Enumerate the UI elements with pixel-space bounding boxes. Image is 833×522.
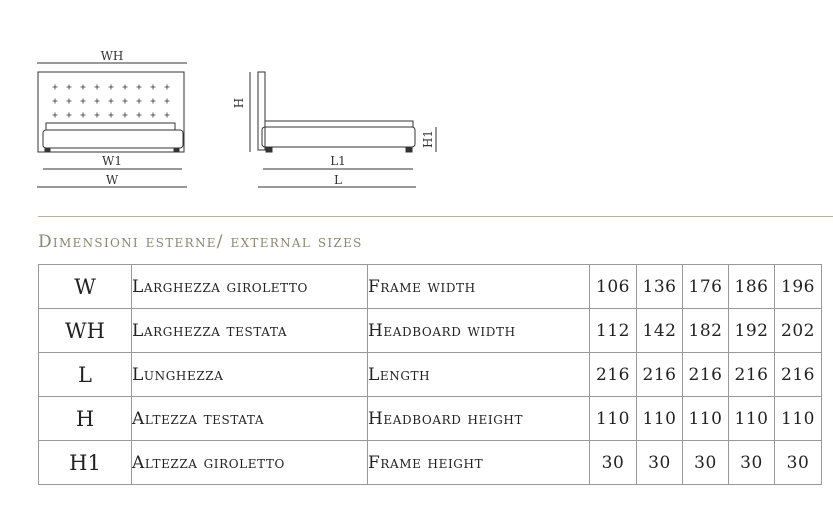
italian-label: Larghezza giroletto xyxy=(132,265,368,309)
tuft-cross-icon xyxy=(137,99,142,104)
wh-label: WH xyxy=(100,49,124,63)
table-row-h xyxy=(39,397,822,441)
english-label: Frame width xyxy=(368,265,590,309)
h1-label: H1 xyxy=(421,129,435,149)
size-value: 216 xyxy=(637,353,683,397)
l-label: L xyxy=(334,173,342,187)
size-value: 216 xyxy=(775,353,822,397)
tuft-cross-icon xyxy=(123,85,128,90)
tuft-cross-icon xyxy=(53,85,58,90)
side-frame xyxy=(262,127,415,147)
tuft-cross-icon xyxy=(123,113,128,118)
english-label: Frame height xyxy=(368,441,590,485)
tuft-cross-icon xyxy=(53,113,58,118)
bed-front-view xyxy=(37,63,187,187)
size-value: 30 xyxy=(637,441,683,485)
tuft-cross-icon xyxy=(151,85,156,90)
size-value: 110 xyxy=(590,397,637,441)
tuft-cross-icon xyxy=(137,113,142,118)
size-value: 182 xyxy=(683,309,729,353)
tuft-cross-icon xyxy=(53,99,58,104)
l1-label: L1 xyxy=(330,154,346,168)
bed-frame-outline xyxy=(43,130,183,148)
mattress-outline xyxy=(46,123,175,130)
english-label: Headboard height xyxy=(368,397,590,441)
tuft-cross-icon xyxy=(67,99,72,104)
italian-label: Larghezza testata xyxy=(132,309,368,353)
size-value: 202 xyxy=(775,309,822,353)
headboard-outline xyxy=(38,72,184,152)
tuft-cross-icon xyxy=(81,85,86,90)
size-value: 110 xyxy=(729,397,775,441)
size-value: 196 xyxy=(775,265,822,309)
tuft-cross-icon xyxy=(67,113,72,118)
size-value: 216 xyxy=(590,353,637,397)
tuft-cross-icon xyxy=(151,113,156,118)
size-value: 192 xyxy=(729,309,775,353)
dimension-code: H xyxy=(39,397,132,441)
tuft-cross-icon xyxy=(95,113,100,118)
tuft-cross-icon xyxy=(165,99,170,104)
bed-leg xyxy=(174,148,179,152)
bed-leg xyxy=(266,147,272,152)
tuft-cross-icon xyxy=(81,99,86,104)
size-value: 142 xyxy=(637,309,683,353)
size-value: 30 xyxy=(775,441,822,485)
size-value: 186 xyxy=(729,265,775,309)
size-value: 30 xyxy=(683,441,729,485)
section-divider xyxy=(38,216,833,217)
dimension-code: L xyxy=(39,353,132,397)
tuft-cross-icon xyxy=(81,113,86,118)
size-value: 216 xyxy=(683,353,729,397)
tuft-cross-icon xyxy=(151,99,156,104)
tuft-cross-icon xyxy=(95,99,100,104)
tuft-cross-icon xyxy=(109,85,114,90)
tuft-cross-icon xyxy=(165,85,170,90)
dimensions-table xyxy=(38,264,822,485)
size-value: 110 xyxy=(775,397,822,441)
bed-side-view xyxy=(250,72,436,187)
bed-leg xyxy=(45,148,50,152)
w1-label: W1 xyxy=(102,154,122,168)
tuft-cross-icon xyxy=(137,85,142,90)
tuft-cross-icon xyxy=(109,99,114,104)
table-row-wh xyxy=(39,309,822,353)
size-value: 106 xyxy=(590,265,637,309)
h-label: H xyxy=(232,97,246,109)
italian-label: Altezza giroletto xyxy=(132,441,368,485)
dimension-code: H1 xyxy=(39,441,132,485)
size-value: 112 xyxy=(590,309,637,353)
tuft-cross-icon xyxy=(123,99,128,104)
section-title: Dimensioni esterne/ external sizes xyxy=(38,232,363,252)
table-row-w xyxy=(39,265,822,309)
dimension-code: W xyxy=(39,265,132,309)
size-value: 176 xyxy=(683,265,729,309)
table-row-h1 xyxy=(39,441,822,485)
italian-label: Lunghezza xyxy=(132,353,368,397)
size-value: 30 xyxy=(590,441,637,485)
size-value: 110 xyxy=(683,397,729,441)
tuft-cross-icon xyxy=(165,113,170,118)
english-label: Headboard width xyxy=(368,309,590,353)
italian-label: Altezza testata xyxy=(132,397,368,441)
bed-leg xyxy=(406,147,412,152)
bed-drawings xyxy=(0,0,833,200)
side-mattress xyxy=(265,121,413,127)
size-value: 136 xyxy=(637,265,683,309)
table-row-l xyxy=(39,353,822,397)
w-label: W xyxy=(105,173,119,187)
tuft-cross-icon xyxy=(67,85,72,90)
size-value: 30 xyxy=(729,441,775,485)
headboard-tufting xyxy=(53,85,170,118)
dimension-code: WH xyxy=(39,309,132,353)
size-value: 110 xyxy=(637,397,683,441)
english-label: Length xyxy=(368,353,590,397)
tuft-cross-icon xyxy=(95,85,100,90)
tuft-cross-icon xyxy=(109,113,114,118)
size-value: 216 xyxy=(729,353,775,397)
